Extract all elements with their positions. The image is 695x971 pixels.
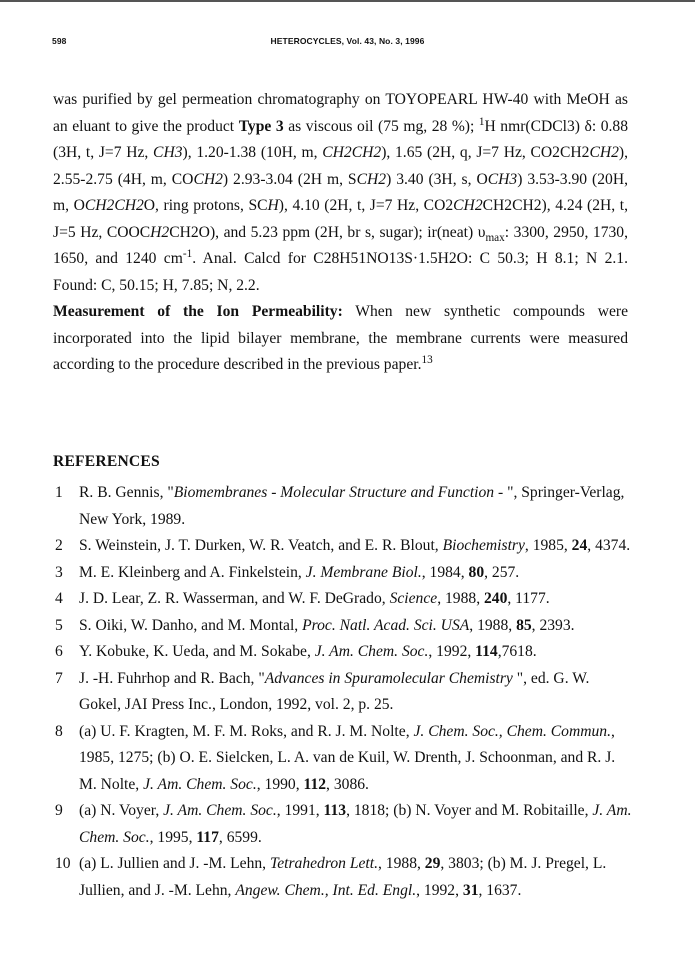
reference-item [53,480,633,533]
text-run: 113 [323,802,347,819]
text-run: Y. Kobuke, K. Ueda, and M. Sokabe, [79,643,315,660]
text-run: as viscous oil (75 mg, 28 %); [283,117,479,135]
text-run: J. Membrane Biol. [305,563,422,581]
text-run: (a) U. F. Kragten, M. F. M. Roks, and R. J. M. Nolte, [79,722,414,740]
reference-number: 7 [55,669,63,687]
reference-item [53,586,633,613]
text-run: ) 2.93-3.04 (2H m, S [222,170,357,188]
text-run: , 1992, [428,643,476,660]
reference-item [53,533,633,560]
text-run: 240 [483,590,508,607]
reference-text [79,798,633,851]
text-run: J. Am. Chem. Soc. [163,802,277,819]
text-run: CH2 [356,170,387,188]
text-run: , 1991, [276,802,324,819]
text-run: 24 [571,537,588,554]
text-run: J. Am. Chem. Soc. [314,643,429,660]
text-run: , 1637. [478,881,522,899]
text-run: , 3086. [326,775,369,793]
text-run: 117 [196,828,219,846]
text-run: Proc. Natl. Acad. Sci. USA [302,616,470,634]
text-run: -1 [182,247,193,260]
reference-list [53,480,633,904]
reference-number: 10 [55,855,71,872]
text-run: , 1177. [507,590,550,607]
text-run: 13 [421,353,433,366]
text-run: 1 [478,115,485,128]
text-run: , 1818; (b) N. Voyer and M. Robitaille, [346,802,593,819]
journal-citation: HETEROCYCLES, Vol. 43, No. 3, 1996 [270,36,425,46]
reference-number: 5 [55,616,63,634]
reference-number: 9 [55,802,63,819]
reference-item [53,798,633,851]
text-run: , 1992, [416,881,463,899]
text-run: J. Am. Chem. Soc. [79,802,632,846]
text-run: , 2393. [531,616,575,634]
text-run: , 1985, 1275; (b) O. E. Sielcken, L. A. van de Kuil, W. Drenth, J. Schoonman, and R. J. M. Nolte, [79,722,616,793]
text-run: J. D. Lear, Z. R. Wasserman, and W. F. DeGrado, [79,590,390,607]
text-run: Advances in Spuramolecular Chemistry [264,669,513,687]
text-run: Type 3 [238,117,284,135]
text-run: CH3 [487,170,518,188]
text-run: ), 1.65 (2H, q, J=7 Hz, CO2CH2 [381,144,590,161]
measurement-paragraph [53,299,628,379]
text-run: 80 [468,563,485,581]
text-run: CH2CH2 [84,197,144,214]
text-run: was purified by gel permeation chromatography on TOYOPEARL HW-40 with MeOH as an eluant to give the product [53,91,628,135]
text-run: 29 [424,855,441,872]
text-run: CH2CH2), 4.24 (2H, t, J=5 Hz, COOC [53,197,629,241]
reference-item [53,613,633,640]
text-run: , 1990, [256,775,304,793]
reference-item [53,719,633,799]
page-number: 598 [52,36,67,46]
text-run: 112 [303,775,327,793]
text-run: ), 2.55-2.75 (4H, m, CO [53,144,629,188]
reference-number: 6 [55,643,63,660]
text-run: CH3 [153,144,183,161]
reference-text [79,851,633,904]
reference-number: 8 [55,722,63,740]
text-run: ), 4.10 (2H, t, J=7 Hz, CO2 [278,197,454,214]
top-rule [0,0,695,2]
reference-number: 4 [55,590,63,607]
text-run: CH2O), and 5.23 ppm (2H, br s, sugar); ir(neat) υ [169,223,486,241]
text-run: : 3300, 2950, 1730, 1650, and 1240 cm [53,223,628,267]
text-run: , 3803; (b) M. J. Pregel, L. Jullien, and J. -M. Lehn, [79,855,607,899]
text-run: , 1985, [524,537,572,554]
reference-number: 1 [55,484,63,501]
reference-text [79,613,633,640]
reference-text [79,719,633,799]
text-run: , 1988, [469,616,517,634]
text-run: Tetrahedron Lett. [269,855,378,872]
text-run: O, ring protons, SC [143,197,268,214]
reference-text [79,639,633,666]
reference-item [53,560,633,587]
body-text [53,87,628,379]
text-run: 114 [475,643,498,660]
text-run: ", Springer-Verlag, New York, 1989. [79,484,625,528]
text-run: ), 1.20-1.38 (10H, m, [182,144,323,161]
text-run: , 6599. [218,828,262,846]
references-heading: REFERENCES [53,453,160,470]
reference-number: 2 [55,537,63,554]
text-run: Angew. Chem., Int. Ed. Engl. [235,881,417,899]
text-run: H [267,197,279,214]
text-run: , 4374. [587,537,631,554]
text-run: (a) N. Voyer, [79,802,164,819]
reference-text [79,533,633,560]
reference-item [53,666,633,719]
text-run: When new synthetic compounds were incorporated into the lipid bilayer membrane, the membrane currents were measured according to the procedure described in the previous paper. [53,303,628,373]
text-run: , 1988, [437,590,484,607]
text-run: , 1988, [378,855,425,872]
text-run: CH2 [193,170,223,188]
text-run: S. Oiki, W. Danho, and M. Montal, [79,616,303,634]
text-run: CH2CH2 [322,144,382,161]
text-run: Biomembranes - Molecular Structure and Function - [173,484,504,501]
reference-text [79,480,633,533]
text-run: . Anal. Calcd for C28H51NO13S·1.5H2O: C 50.3; H 8.1; N 2.1. Found: C, 50.15; H, 7.85; N, 2.2. [53,250,628,294]
text-run: R. B. Gennis, " [79,484,174,501]
reference-item [53,639,633,666]
text-run: M. E. Kleinberg and A. Finkelstein, [79,563,306,581]
reference-item [53,851,633,904]
reference-text [79,560,633,587]
text-run: , 257. [484,563,520,581]
text-run: Biochemistry [442,537,525,554]
running-head [0,36,695,50]
reference-number: 3 [55,563,63,581]
text-run: ) 3.40 (3H, s, O [386,170,488,188]
text-run: J. Am. Chem. Soc. [143,775,257,793]
reference-text [79,666,633,719]
text-run: , 1995, [149,828,197,846]
text-run: ) 3.53-3.90 (20H, m, O [53,170,628,214]
text-run: CH2 [589,144,619,161]
text-run: CH2 [453,197,483,214]
text-run: ", ed. G. W. Gokel, JAI Press Inc., London, 1992, vol. 2, p. 25. [79,669,590,713]
text-run: Science [389,590,438,607]
text-run: H nmr(CDCl3) δ: 0.88 (3H, t, J=7 Hz, [53,117,629,161]
text-run: H2 [150,223,170,241]
text-run: J. -H. Fuhrhop and R. Bach, " [79,669,265,687]
text-run: 85 [516,616,532,634]
text-run: 31 [462,881,479,899]
text-run: ,7618. [497,643,537,660]
text-run: S. Weinstein, J. T. Durken, W. R. Veatch, and E. R. Blout, [79,537,443,554]
text-run: J. Chem. Soc., Chem. Commun. [413,722,611,740]
experimental-paragraph [53,87,628,299]
text-run: (a) L. Jullien and J. -M. Lehn, [79,855,270,872]
measurement-heading: Measurement of the Ion Permeability: [53,303,343,320]
text-run: , 1984, [421,563,469,581]
reference-text [79,586,633,613]
text-run: max [485,231,505,244]
